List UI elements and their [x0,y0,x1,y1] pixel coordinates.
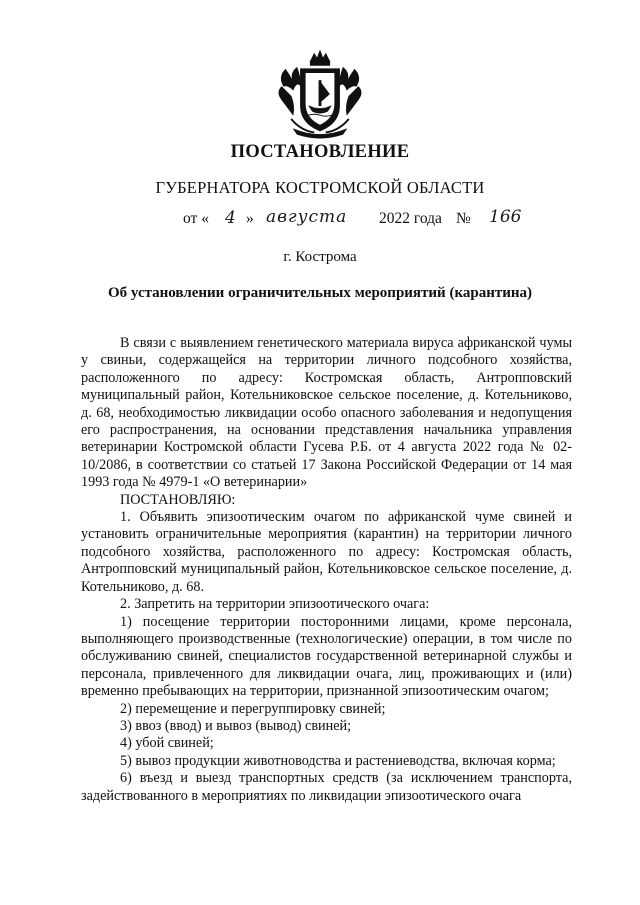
number-sign: № [456,210,471,227]
item-2: 2. Запретить на территории эпизоотического очага: [120,596,430,613]
document-body [81,335,572,805]
item-2-6: 6) въезд и выезд транспортных средств (за исключением транспорта, задействованного в мероприятиях по ликвидации эпизоотического очага [81,770,572,804]
intro-paragraph: В связи с выявлением генетического материала вируса африканской чумы у свиньи, содержащейся на территории личного подсобного хозяйства, расположенного по адресу: Костромская область, Антропповский муниципальный район, Котельниковское сельское поселение, д. Котельниково, д. 68, необходимостью ликвидации особо опасного заболевания и недопущения его распространения, на основании представления начальника управления ветеринарии Костромской области Гусева Р.Б. от 4 августа 2022 года № 02-10/2086, в соответствии со статьей 17 Закона Российской Федерации от 14 мая 1993 года № 4979-1 «О ветеринарии» [81,335,572,491]
item-2-2: 2) перемещение и перегруппировку свиней; [120,700,386,717]
issuing-authority: ГУБЕРНАТОРА КОСТРОМСКОЙ ОБЛАСТИ [155,178,485,197]
item-2-3: 3) ввоз (ввод) и вывоз (вывод) свиней; [120,717,352,734]
item-2-1: 1) посещение территории посторонними лицами, кроме персонала, выполняющего производственные (технологические) операции, в том числе по обслуживанию свиней, специалистов государственной ветеринарной службы и персонала, привлеченного для ликвидации очага, лиц, проживающих и (или) временно пребывающих на территории, признанной эпизоотическим очагом; [81,613,572,700]
document-title: ПОСТАНОВЛЕНИЕ [230,142,410,162]
date-mid: » [246,210,254,227]
item-2-5: 5) вывоз продукции животноводства и растениеводства, включая корма; [120,752,556,769]
document-subject: Об установлении ограничительных мероприятий (карантина) [107,285,532,301]
item-1: 1. Объявить эпизоотическим очагом по африканской чуме свиней и установить ограничительные мероприятия (карантин) на территории личного подсобного хозяйства, расположенного по адресу: Костромская область, Антропповский муниципальный район, Котельниковское сельское поселение, д. Котельниково, д. 68. [81,509,572,595]
decree-word: ПОСТАНОВЛЯЮ: [120,491,236,508]
date-year: 2022 года [379,210,442,227]
date-day: 4 [225,208,236,228]
city: г. Кострома [283,249,357,265]
item-2-4: 4) убой свиней; [120,735,214,752]
date-prefix: от « [183,210,209,227]
date-month: августа [266,207,348,227]
coat-of-arms-icon [272,48,368,144]
document-number: 166 [489,207,522,227]
